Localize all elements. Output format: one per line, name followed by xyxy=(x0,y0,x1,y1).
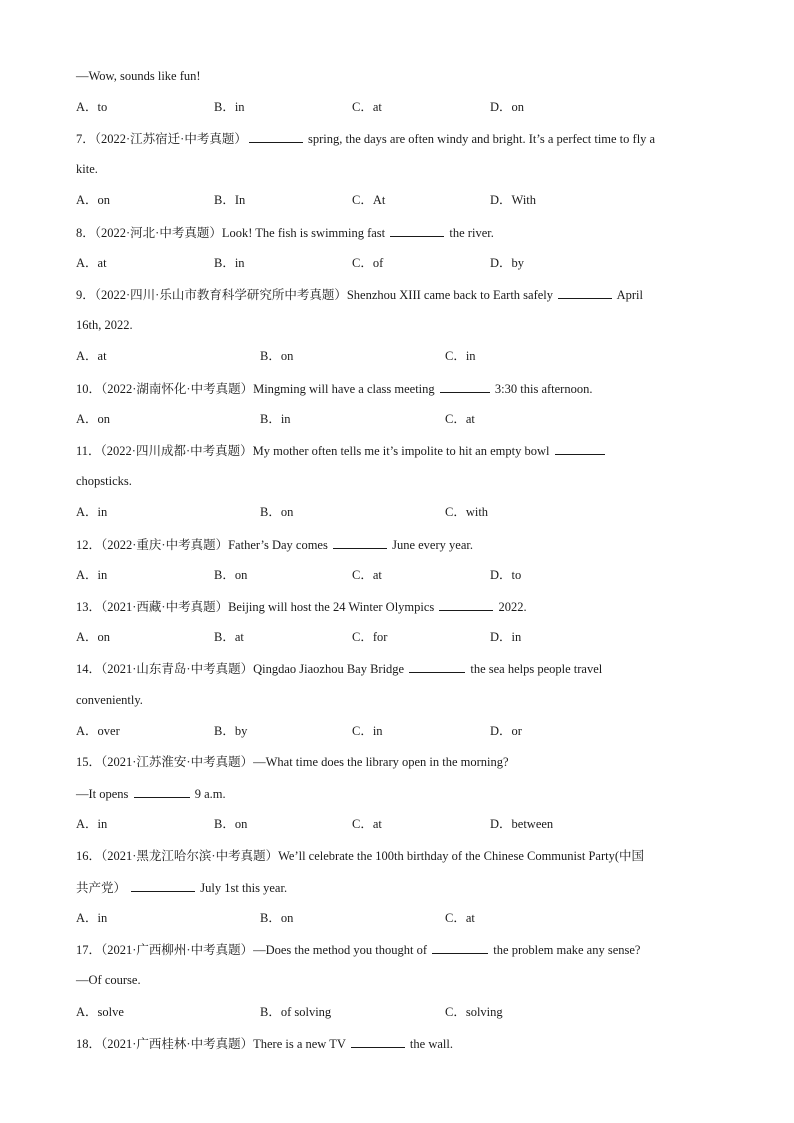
q9-text-cont: 16th, 2022. xyxy=(76,318,133,332)
q14-text-after: the sea helps people travel xyxy=(470,662,603,676)
q15-stem-cont xyxy=(76,785,226,802)
q11-option-a[interactable]: A．in xyxy=(76,505,108,519)
q14-option-b[interactable]: B．by xyxy=(214,724,248,738)
q16-cont-after: July 1st this year. xyxy=(200,881,288,895)
q13-number: 13． xyxy=(76,600,102,614)
q8-source: （2022·河北·中考真题） xyxy=(94,226,222,240)
q10-option-a[interactable]: A．on xyxy=(76,412,111,426)
q13-options xyxy=(76,629,736,645)
q13-option-a[interactable]: A．on xyxy=(76,630,111,644)
q11-text-cont: chopsticks. xyxy=(76,474,132,488)
q9-text-before: Shenzhou XIII came back to Earth safely xyxy=(346,288,554,302)
q16-option-b[interactable]: B．on xyxy=(260,911,294,925)
q16-stem xyxy=(76,848,644,864)
q17-source: （2021·广西柳州·中考真题） xyxy=(101,943,254,957)
q14-options xyxy=(76,723,736,739)
q10-options xyxy=(76,411,736,427)
q15-option-c[interactable]: C．at xyxy=(352,817,382,831)
q17-option-a[interactable]: A．solve xyxy=(76,1005,124,1019)
q10-stem xyxy=(76,380,592,397)
q13-text-after: 2022. xyxy=(498,600,527,614)
q8-option-d[interactable]: D．by xyxy=(490,256,525,270)
q12-blank xyxy=(333,536,387,549)
q14-text-cont: conveniently. xyxy=(76,693,143,707)
q7-option-a[interactable]: A．on xyxy=(76,193,111,207)
q14-option-a[interactable]: A．over xyxy=(76,724,120,738)
q7-options xyxy=(76,192,736,208)
q15-number: 15． xyxy=(76,755,102,769)
q11-options xyxy=(76,504,736,520)
q12-options xyxy=(76,567,736,583)
q7-option-c[interactable]: C．At xyxy=(352,193,386,207)
q8-text-before: Look! The fish is swimming fast xyxy=(221,226,386,240)
q8-number: 8． xyxy=(76,226,95,240)
q17-text-after: the problem make any sense? xyxy=(493,943,641,957)
q8-blank xyxy=(390,224,444,237)
q15-blank xyxy=(134,785,190,798)
q11-stem xyxy=(76,442,607,459)
q7-source: （2022·江苏宿迁·中考真题） xyxy=(94,132,247,146)
q7-text-cont: kite. xyxy=(76,162,98,176)
q9-option-a[interactable]: A．at xyxy=(76,349,107,363)
q11-option-c[interactable]: C．with xyxy=(445,505,489,519)
q14-text-before: Qingdao Jiaozhou Bay Bridge xyxy=(253,662,405,676)
q7-text-after: spring, the days are often windy and bright. It’s a perfect time to fly a xyxy=(307,132,656,146)
q17-option-b[interactable]: B．of solving xyxy=(260,1005,332,1019)
q13-blank xyxy=(439,598,493,611)
q13-option-d[interactable]: D．in xyxy=(490,630,522,644)
q12-option-d[interactable]: D．to xyxy=(490,568,522,582)
q14-blank xyxy=(409,660,465,673)
q12-number: 12． xyxy=(76,538,102,552)
q8-option-a[interactable]: A．at xyxy=(76,256,107,270)
q11-option-b[interactable]: B．on xyxy=(260,505,294,519)
q17-number: 17． xyxy=(76,943,102,957)
q7-stem xyxy=(76,130,655,147)
q6-option-b[interactable]: B．in xyxy=(214,100,245,114)
q9-option-b[interactable]: B．on xyxy=(260,349,294,363)
q13-option-b[interactable]: B．at xyxy=(214,630,244,644)
q14-option-c[interactable]: C．in xyxy=(352,724,383,738)
q15-stem xyxy=(76,754,509,770)
q7-option-b[interactable]: B．In xyxy=(214,193,246,207)
q7-blank xyxy=(249,130,303,143)
q11-source: （2022·四川成都·中考真题） xyxy=(100,444,253,458)
q16-number: 16． xyxy=(76,849,102,863)
q8-options xyxy=(76,255,736,271)
q8-stem xyxy=(76,224,494,241)
q11-text-before: My mother often tells me it’s impolite to hit an empty bowl xyxy=(252,444,550,458)
q18-text-before: There is a new TV xyxy=(253,1037,346,1051)
q15-cont-after: 9 a.m. xyxy=(194,787,226,801)
q13-option-c[interactable]: C．for xyxy=(352,630,388,644)
q12-option-c[interactable]: C．at xyxy=(352,568,382,582)
q6-options xyxy=(76,99,736,115)
q9-number: 9． xyxy=(76,288,95,302)
q9-blank xyxy=(558,286,612,299)
q18-text-after: the wall. xyxy=(409,1037,453,1051)
q8-option-c[interactable]: C．of xyxy=(352,256,384,270)
q15-cont-before: —It opens xyxy=(76,787,129,801)
q13-source: （2021·西藏·中考真题） xyxy=(101,600,229,614)
q15-option-a[interactable]: A．in xyxy=(76,817,108,831)
q6-option-c[interactable]: C．at xyxy=(352,100,382,114)
q9-stem-cont xyxy=(76,317,133,333)
q15-option-d[interactable]: D．between xyxy=(490,817,554,831)
q17-stem xyxy=(76,941,640,958)
q14-number: 14． xyxy=(76,662,102,676)
q8-text-after: the river. xyxy=(449,226,494,240)
q10-option-b[interactable]: B．in xyxy=(260,412,291,426)
q18-number: 18． xyxy=(76,1037,102,1051)
q12-text-after: June every year. xyxy=(392,538,473,552)
q12-source: （2022·重庆·中考真题） xyxy=(101,538,229,552)
q18-source: （2021·广西桂林·中考真题） xyxy=(101,1037,254,1051)
q9-options xyxy=(76,348,736,364)
q11-stem-cont xyxy=(76,473,132,489)
q15-option-b[interactable]: B．on xyxy=(214,817,248,831)
q16-stem-cont xyxy=(76,879,287,896)
q9-stem xyxy=(76,286,643,303)
q16-source: （2021·黑龙江哈尔滨·中考真题） xyxy=(101,849,279,863)
q16-text-before: We’ll celebrate the 100th birthday of the Chinese Communist Party(中国 xyxy=(278,849,645,863)
q18-blank xyxy=(351,1035,405,1048)
q17-text-cont: —Of course. xyxy=(76,973,141,987)
q14-stem xyxy=(76,660,602,677)
q8-option-b[interactable]: B．in xyxy=(214,256,245,270)
q15-source: （2021·江苏淮安·中考真题） xyxy=(101,755,254,769)
q16-options xyxy=(76,910,736,926)
q9-source: （2022·四川·乐山市教育科学研究所中考真题） xyxy=(94,288,347,302)
q17-option-c[interactable]: C．solving xyxy=(445,1005,503,1019)
q17-stem-cont xyxy=(76,972,141,988)
q17-options xyxy=(76,1004,736,1020)
q10-blank xyxy=(440,380,490,393)
q10-option-c[interactable]: C．at xyxy=(445,412,475,426)
q14-source: （2021·山东青岛·中考真题） xyxy=(101,662,254,676)
q10-source: （2022·湖南怀化·中考真题） xyxy=(101,382,254,396)
q14-stem-cont xyxy=(76,692,143,708)
q13-text-before: Beijing will host the 24 Winter Olympics xyxy=(228,600,435,614)
q16-cont-before: 共产党） xyxy=(76,881,127,895)
q6-option-a[interactable]: A．to xyxy=(76,100,108,114)
q12-option-a[interactable]: A．in xyxy=(76,568,108,582)
q10-text-after: 3:30 this afternoon. xyxy=(494,382,593,396)
q9-text-after: April xyxy=(616,288,643,302)
q16-option-c[interactable]: C．at xyxy=(445,911,475,925)
q17-blank xyxy=(432,941,488,954)
q16-option-a[interactable]: A．in xyxy=(76,911,108,925)
q11-number: 11． xyxy=(76,444,101,458)
q18-stem xyxy=(76,1035,453,1052)
q11-blank xyxy=(555,442,605,455)
q16-blank xyxy=(131,879,195,892)
q15-options xyxy=(76,816,736,832)
q7-option-d[interactable]: D．With xyxy=(490,193,537,207)
q10-number: 10． xyxy=(76,382,102,396)
q7-number: 7． xyxy=(76,132,95,146)
q6-dialogue-text: —Wow, sounds like fun! xyxy=(76,69,201,83)
q17-text-before: —Does the method you thought of xyxy=(253,943,428,957)
q6-dialogue-line xyxy=(76,68,201,84)
q6-option-d[interactable]: D．on xyxy=(490,100,525,114)
q7-stem-cont xyxy=(76,161,98,177)
q14-option-d[interactable]: D．or xyxy=(490,724,522,738)
q13-stem xyxy=(76,598,527,615)
q9-option-c[interactable]: C．in xyxy=(445,349,476,363)
q10-text-before: Mingming will have a class meeting xyxy=(253,382,435,396)
q15-text-before: —What time does the library open in the morning? xyxy=(253,755,509,769)
q12-text-before: Father’s Day comes xyxy=(228,538,328,552)
q12-option-b[interactable]: B．on xyxy=(214,568,248,582)
q12-stem xyxy=(76,536,473,553)
